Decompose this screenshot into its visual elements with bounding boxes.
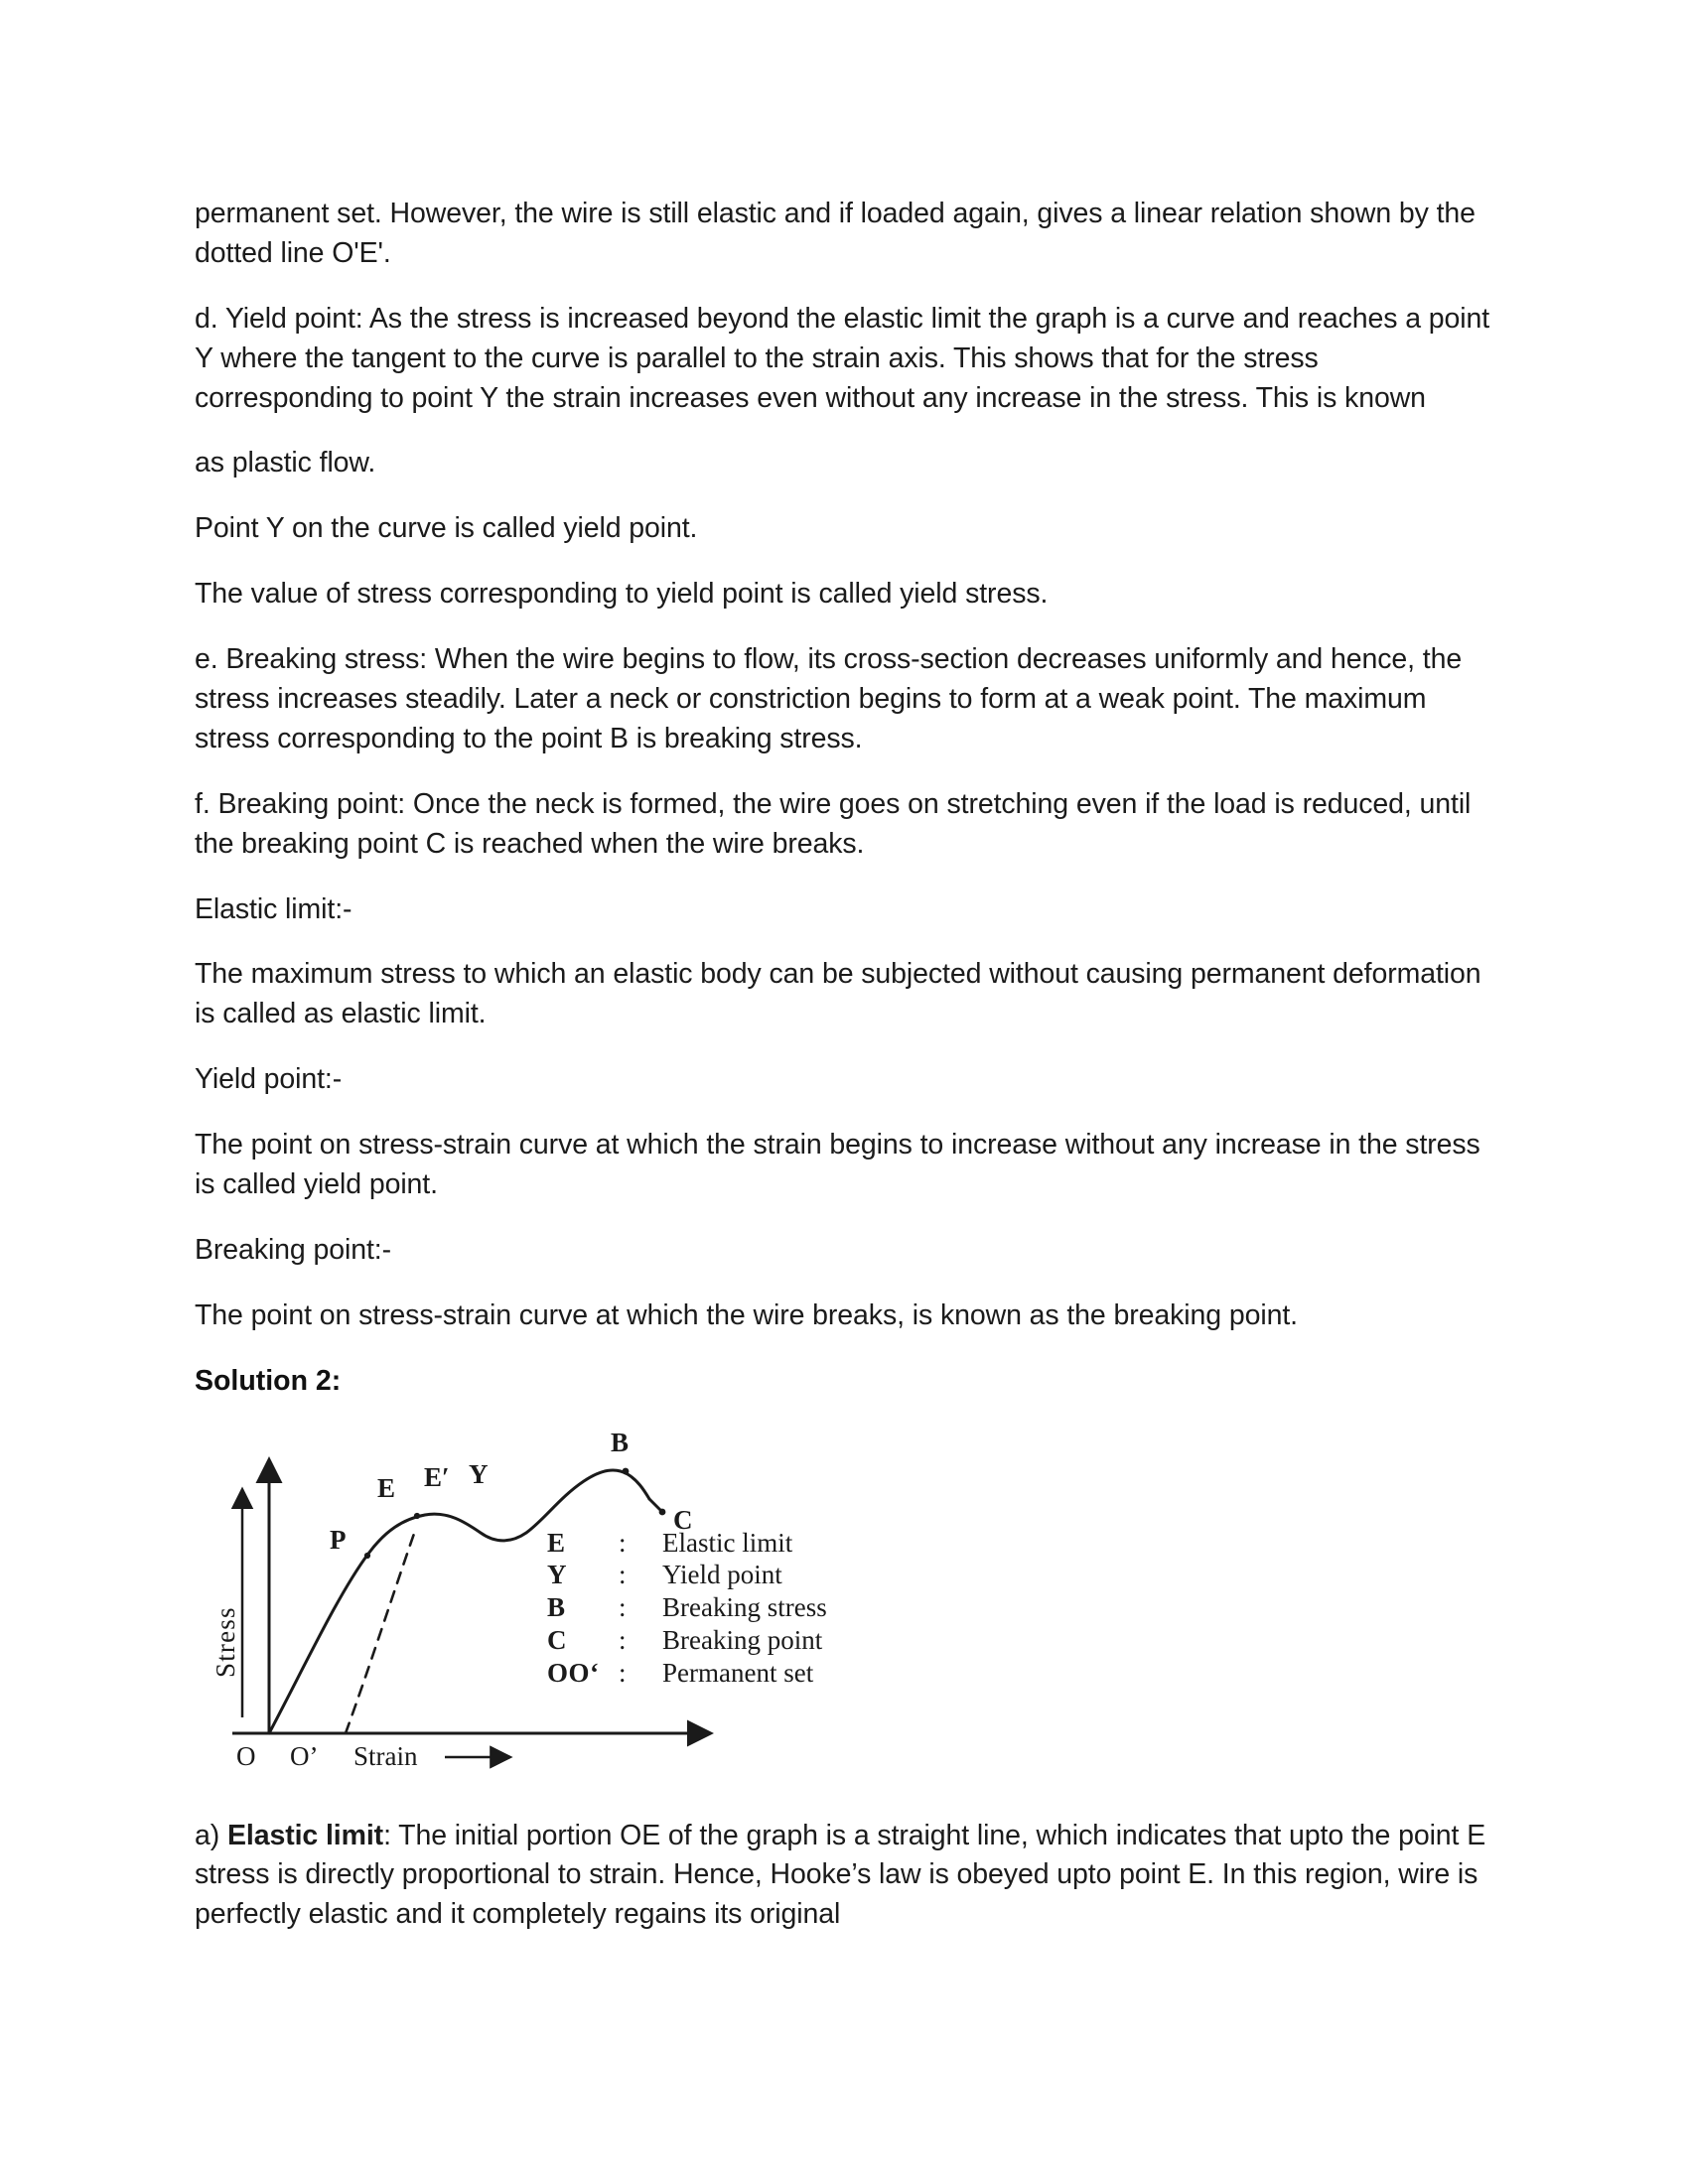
closing-rest: : The initial portion OE of the graph is a straight line, which indicates that upto the point E stress is directly proportional to strain. Hence, Hooke’s law is obeyed upto point E. In this region, wire is perfectly elastic and it completely regains its original [195, 1819, 1486, 1931]
closing-prefix: a) [195, 1819, 227, 1851]
closing-bold-term: Elastic limit [226, 1819, 384, 1851]
legend-desc-permanent-set: Permanent set [662, 1658, 814, 1689]
heading-elastic-limit: Elastic limit:- [195, 892, 352, 925]
point-marker-c [659, 1508, 666, 1515]
label-point-y: Y [469, 1458, 489, 1489]
point-marker-e-prime [414, 1512, 420, 1518]
label-origin-o-prime: O’ [290, 1740, 319, 1771]
legend-row-permanent-set [547, 1657, 827, 1690]
legend-symbol-e: E [547, 1527, 566, 1558]
paragraph-yield-point-definition: d. Yield point: As the stress is increased beyond the elastic limit the graph is a curve and reaches a point Y where the tangent to the curve is parallel to the strain axis. This shows that for the stress corresponding to point Y the strain increases even without any increase in the stress. This is known [195, 302, 1490, 414]
legend-symbol-y: Y [547, 1560, 567, 1590]
legend-row-yield-point [547, 1559, 827, 1591]
label-origin-o: O [236, 1740, 256, 1771]
legend-desc-breaking-stress: Breaking stress [662, 1592, 827, 1623]
legend-symbol-c: C [547, 1625, 567, 1656]
paragraph-breaking-point-definition: The point on stress-strain curve at which the wire breaks, is known as the breaking point. [195, 1298, 1298, 1331]
label-point-p: P [330, 1524, 347, 1555]
legend-colon-3: : [619, 1625, 627, 1656]
legend-colon-1: : [619, 1560, 627, 1590]
legend-desc-breaking-point: Breaking point [662, 1625, 823, 1656]
x-axis-title: Strain [353, 1740, 418, 1771]
label-point-e-prime: E′ [424, 1461, 450, 1492]
paragraph-breaking-stress: e. Breaking stress: When the wire begins to flow, its cross-section decreases uniformly and hence, the stress increases steadily. Later a neck or constriction begins to form at a weak point. The maximum stress corresponding to the point B is breaking stress. [195, 643, 1463, 754]
fracture-segment [649, 1499, 661, 1511]
legend-colon-0: : [619, 1527, 627, 1558]
legend-row-breaking-point [547, 1624, 827, 1657]
legend-row-breaking-stress [547, 1591, 827, 1624]
legend-symbol-b: B [547, 1592, 566, 1623]
stress-strain-figure [195, 1420, 1495, 1787]
heading-breaking-point: Breaking point:- [195, 1233, 392, 1266]
paragraph-plastic-flow: as plastic flow. [195, 447, 376, 479]
legend-symbol-oo-prime: OO‘ [547, 1658, 600, 1689]
figure-legend [547, 1527, 827, 1690]
paragraph-closing-elastic-limit [195, 1817, 1495, 1936]
permanent-set-dotted-line [346, 1531, 415, 1733]
document-body [195, 195, 1495, 1961]
point-marker-p [364, 1552, 370, 1558]
solution-2-heading: Solution 2: [195, 1364, 342, 1397]
legend-colon-2: : [619, 1592, 627, 1623]
paragraph-breaking-point: f. Breaking point: Once the neck is formed, the wire goes on stretching even if the load is reduced, until the breaking point C is reached when the wire breaks. [195, 787, 1472, 860]
paragraph-permanent-set: permanent set. However, the wire is still elastic and if loaded again, gives a linear relation shown by the dotted line O'E'. [195, 198, 1476, 269]
legend-desc-yield-point: Yield point [662, 1560, 782, 1590]
y-axis-title: Stress [211, 1605, 240, 1678]
paragraph-elastic-limit-definition: The maximum stress to which an elastic body can be subjected without causing permanent deformation is called as elastic limit. [195, 958, 1481, 1030]
paragraph-yield-stress: The value of stress corresponding to yield point is called yield stress. [195, 578, 1049, 611]
legend-row-elastic-limit [547, 1527, 827, 1560]
legend-desc-elastic-limit: Elastic limit [662, 1527, 793, 1558]
paragraph-point-y: Point Y on the curve is called yield point. [195, 512, 698, 545]
legend-colon-4: : [619, 1658, 627, 1689]
label-point-e: E [377, 1472, 396, 1503]
point-marker-b [623, 1467, 630, 1474]
heading-yield-point: Yield point:- [195, 1063, 343, 1096]
label-point-b: B [611, 1427, 630, 1457]
paragraph-yield-point-definition-2: The point on stress-strain curve at which the strain begins to increase without any increase in the stress is called yield point. [195, 1129, 1480, 1201]
label-point-c: C [673, 1504, 693, 1535]
